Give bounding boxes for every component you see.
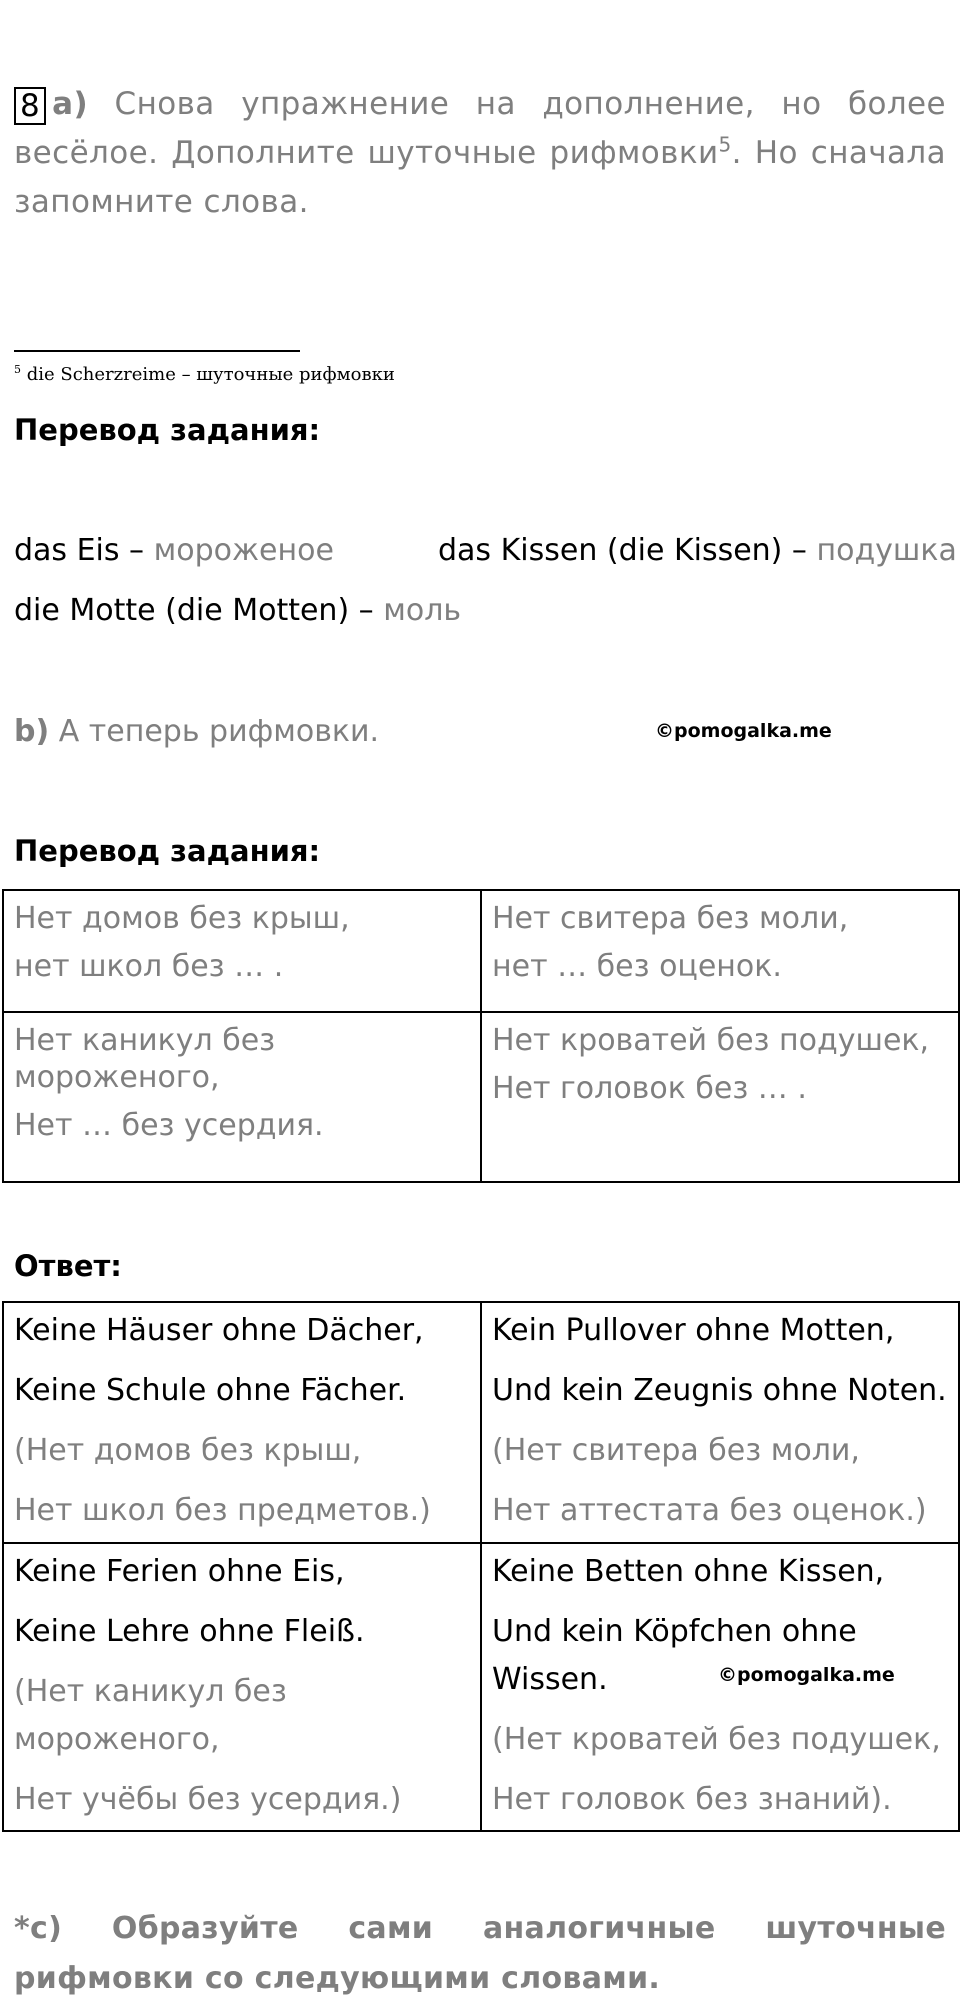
exercise-number: 8 xyxy=(14,87,46,125)
cell-line-ru: Нет школ без предметов.) xyxy=(14,1493,431,1528)
vocab-ru: подушка xyxy=(816,533,957,568)
table-row xyxy=(3,890,959,1012)
task-b-label: b) xyxy=(14,714,50,749)
cell-line: Нет каникул без xyxy=(14,1023,276,1058)
task-a-label: a) xyxy=(52,86,89,122)
task-a-text-after: . Но сначала запомните слова. xyxy=(14,135,946,220)
cell-line-de: Keine Lehre ohne Fleiß. xyxy=(14,1614,365,1649)
cell-line-ru: Нет учёбы без усердия.) xyxy=(14,1782,402,1817)
answer-table xyxy=(2,1301,960,1832)
task-a-text: Снова упражнение на дополнение, но более весёлое. Дополните шуточные рифмовки xyxy=(14,86,946,171)
cell-line: Нет … без усердия. xyxy=(14,1108,324,1143)
task-a-paragraph xyxy=(14,80,946,227)
table-row xyxy=(3,1012,959,1182)
translation-table xyxy=(2,889,960,1183)
vocab-item-motte xyxy=(14,591,461,631)
cell-line-de: Und kein Zeugnis ohne Noten. xyxy=(492,1373,947,1408)
cell-line: нет школ без … . xyxy=(14,949,284,984)
vocab-de: die Motte (die Motten) – xyxy=(14,593,374,628)
cell-line-ru: (Нет свитера без моли, xyxy=(492,1433,860,1468)
cell-line-de: Und kein Köpfchen ohne xyxy=(492,1614,857,1649)
table-cell xyxy=(481,1302,959,1543)
footnote xyxy=(14,364,395,386)
cell-line-de: Keine Schule ohne Fächer. xyxy=(14,1373,407,1408)
vocab-item-eis xyxy=(14,531,334,571)
vocab-ru: мороженое xyxy=(153,533,334,568)
cell-line-ru: (Нет домов без крыш, xyxy=(14,1433,362,1468)
cell-line-ru: мороженого, xyxy=(14,1722,220,1757)
table-cell xyxy=(481,1543,959,1831)
table-cell xyxy=(481,1012,959,1182)
translation-heading-1: Перевод задания: xyxy=(14,413,321,447)
footnote-number: 5 xyxy=(14,363,21,376)
table-cell xyxy=(3,1302,481,1543)
table-row xyxy=(3,1543,959,1831)
table-cell xyxy=(3,1012,481,1182)
cell-line: Нет головок без … . xyxy=(492,1071,807,1106)
cell-line: Нет домов без крыш, xyxy=(14,901,350,936)
footnote-ref: 5 xyxy=(718,132,732,157)
table-cell xyxy=(481,890,959,1012)
cell-line-de: Keine Ferien ohne Eis, xyxy=(14,1554,345,1589)
footnote-text: die Scherzreime – шуточные рифмовки xyxy=(26,364,395,385)
task-b xyxy=(14,712,379,752)
cell-line-de: Keine Häuser ohne Dächer, xyxy=(14,1313,424,1348)
cell-line: Нет свитера без моли, xyxy=(492,901,849,936)
table-cell xyxy=(3,890,481,1012)
cell-line-ru: (Нет кроватей без подушек, xyxy=(492,1722,941,1757)
answer-heading: Ответ: xyxy=(14,1249,122,1283)
vocab-ru: моль xyxy=(383,593,462,628)
task-b-text: А теперь рифмовки. xyxy=(58,714,380,749)
vocab-de: das Kissen (die Kissen) – xyxy=(438,533,807,568)
watermark: ©pomogalka.me xyxy=(655,720,832,742)
table-cell xyxy=(3,1543,481,1831)
cell-line-de: Kein Pullover ohne Motten, xyxy=(492,1313,895,1348)
cell-line-de: Keine Betten ohne Kissen, xyxy=(492,1554,885,1589)
vocab-de: das Eis – xyxy=(14,533,145,568)
watermark: ©pomogalka.me xyxy=(718,1664,895,1686)
cell-line: нет … без оценок. xyxy=(492,949,782,984)
cell-line-ru: Нет аттестата без оценок.) xyxy=(492,1493,927,1528)
task-c-paragraph: *c) Образуйте сами аналогичные шуточные рифмовки со следующими словами. xyxy=(14,1911,946,1996)
cell-line-ru: Нет головок без знаний). xyxy=(492,1782,892,1817)
footnote-divider xyxy=(14,350,300,352)
cell-line-de: Wissen. xyxy=(492,1662,608,1697)
table-row xyxy=(3,1302,959,1543)
vocab-item-kissen xyxy=(438,531,957,571)
cell-line: Нет кроватей без подушек, xyxy=(492,1023,930,1058)
translation-heading-2: Перевод задания: xyxy=(14,834,321,868)
cell-line-ru: (Нет каникул без xyxy=(14,1674,287,1709)
cell-line: мороженого, xyxy=(14,1060,220,1095)
